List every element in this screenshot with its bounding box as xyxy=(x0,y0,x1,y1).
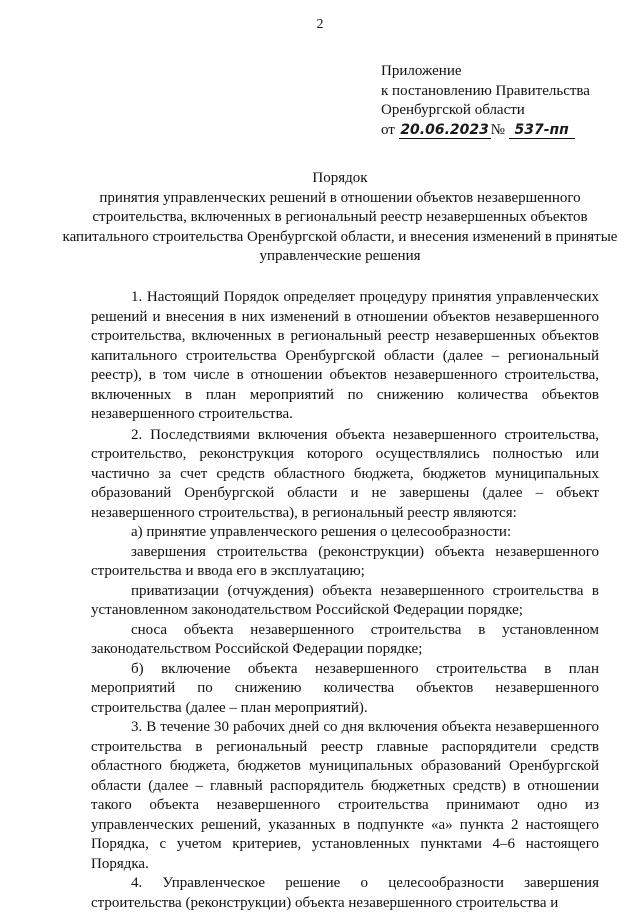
paragraph-3: 3. В течение 30 рабочих дней со дня включения объекта незавершенного строительства в региональный реестр главные распорядители средств областного бюджета, бюджетов муниципальных образований Оренбургской области (далее – главный распорядитель бюджетных средств) в отношении такого объекта незавершенного строительства принимают одно из управленческих решений, указанных в подпункте «а» пункта 2 настоящего Порядка, с учетом критериев, установленных пунктами 4–6 настоящего Порядка. xyxy=(91,719,599,872)
paragraph-2a-item-3: сноса объекта незавершенного строительства в установленном законодательством Российской Федерации порядке; xyxy=(91,621,599,657)
handwritten-number: 537-пп xyxy=(509,123,575,139)
appendix-decree-line: к постановлению Правительства xyxy=(381,82,590,99)
paragraph-1: 1. Настоящий Порядок определяет процедуру принятия управленческих решений и внесения в них изменений в отношении объектов незавершенного строительства, включенных в региональный реестр незавершенных объектов капитального строительства Оренбургской области (далее – региональный реестр), в том числе в отношении объектов незавершенного строительства, включенных в план мероприятий по снижению количества объектов незавершенного строительства. xyxy=(91,289,599,422)
paragraph-2a-item-2: приватизации (отчуждения) объекта незавершенного строительства в установленном законодательством Российской Федерации порядке; xyxy=(91,582,599,618)
document-title xyxy=(60,169,620,267)
paragraph-4: 4. Управленческое решение о целесообразности завершения строительства (реконструкции) объекта незавершенного строительства и xyxy=(91,875,599,911)
from-label: от xyxy=(381,121,395,138)
title-heading: Порядок xyxy=(312,170,368,186)
handwritten-date: 20.06.2023 xyxy=(400,121,489,138)
paragraph-2b: б) включение объекта незавершенного строительства в план мероприятий по снижению количества объектов незавершенного строительства (далее – план мероприятий). xyxy=(91,660,599,716)
paragraph-2: 2. Последствиями включения объекта незавершенного строительства, строительство, реконструкция которого осуществлялись полностью или частично за счет средств областного бюджета, бюджетов муниципальных образований Оренбургской области и не завершены (далее – объект незавершенного строительства), в региональный реестр являются: xyxy=(91,426,599,521)
appendix-date-number-line xyxy=(381,121,631,141)
number-label: № xyxy=(490,121,505,138)
title-subtitle: принятия управленческих решений в отношении объектов незавершенного строительства, включенных в региональный реестр незавершенных объектов капитального строительства Оренбургской области, и внесения изменений в принятые управленческие решения xyxy=(62,189,618,264)
paragraph-2a-item-1: завершения строительства (реконструкции) объекта незавершенного строительства и ввода его в эксплуатацию; xyxy=(91,543,599,579)
page-number: 2 xyxy=(316,17,324,32)
appendix-region-line: Оренбургской области xyxy=(381,102,525,118)
appendix-label: Приложение xyxy=(381,63,462,79)
document-body xyxy=(91,288,599,913)
paragraph-2a: а) принятие управленческого решения о целесообразности: xyxy=(131,524,512,540)
appendix-header xyxy=(381,62,631,140)
